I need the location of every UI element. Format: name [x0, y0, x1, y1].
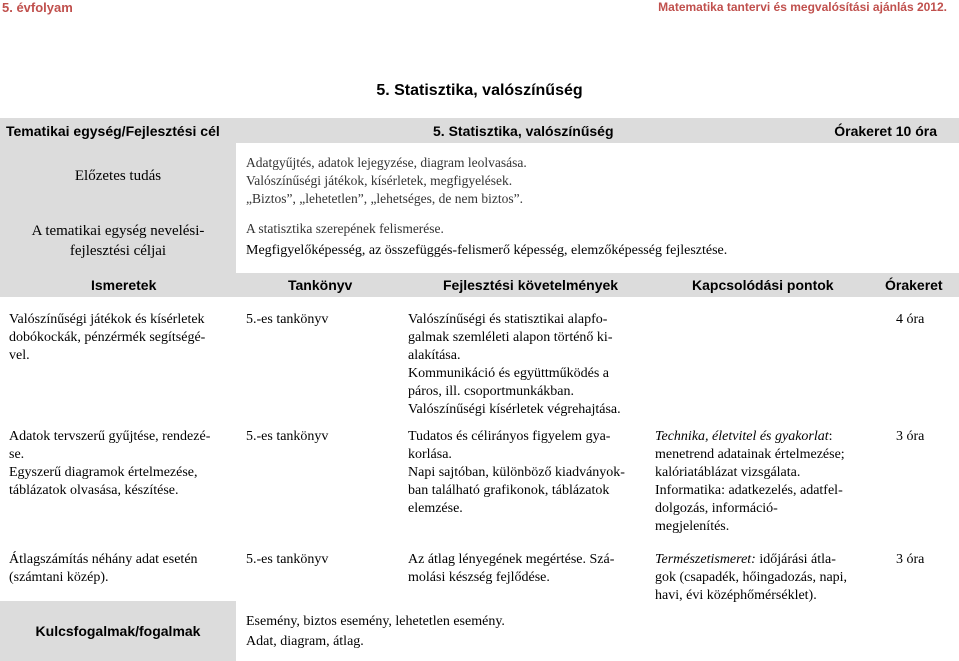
prior-line: „Biztos”, „lehetetlen”, „lehetséges, de nem biztos”. — [246, 191, 524, 206]
topic-row — [0, 118, 959, 143]
req-line: molási készség fejlődése. — [408, 570, 550, 585]
req-line: Valószínűségi és statisztikai alapfo- — [408, 312, 608, 327]
table-row — [9, 551, 198, 587]
row3-orakeret: 3 óra — [896, 552, 925, 567]
row2-tankonyv: 5.-es tankönyv — [246, 429, 329, 444]
col-kovetelmenyek: Fejlesztési követelmények — [443, 277, 619, 293]
header-grade: 5. évfolyam — [2, 0, 73, 15]
link-line: dolgozás, információ- — [655, 501, 778, 516]
req-line: alakítása. — [408, 348, 461, 363]
link-line: megjelenítés. — [655, 519, 730, 534]
prior-knowledge-text — [246, 154, 527, 208]
row1-orakeret: 4 óra — [896, 312, 925, 327]
key-concepts-label: Kulcsfogalmak/fogalmak — [0, 601, 236, 661]
link-line: gok (csapadék, hőingadozás, napi, — [655, 570, 848, 585]
page-header — [0, 0, 959, 16]
link-line: kalóriatáblázat vizsgálata. — [655, 465, 801, 480]
req-line: Az átlag lényegének megértése. Szá- — [408, 552, 615, 567]
row1-ismeretek: vel. — [9, 348, 30, 363]
row2-ismeretek: se. — [9, 447, 25, 462]
req-line: elemzése. — [408, 501, 463, 516]
req-line: galmak szemléleti alapon történő ki- — [408, 330, 613, 345]
row3-kapcsolodas — [655, 551, 847, 605]
topic-name: 5. Statisztika, valószínűség — [433, 123, 614, 139]
link-subject: Természetismeret: — [655, 552, 756, 567]
row2-ismeretek: táblázatok olvasása, készítése. — [9, 483, 179, 498]
topic-label: Tematikai egység/Fejlesztési cél — [6, 123, 220, 139]
prior-line: Valószínűségi játékok, kísérletek, megfigyelések. — [246, 173, 513, 188]
goals-text — [246, 218, 727, 262]
goals-label — [0, 209, 236, 273]
col-orakeret: Órakeret — [885, 277, 943, 293]
row3-ismeretek: Átlagszámítás néhány adat esetén — [9, 552, 198, 567]
req-line: Kommunikáció és együttműködés a — [408, 366, 610, 381]
req-line: Napi sajtóban, különböző kiadványok- — [408, 465, 625, 480]
col-ismeretek: Ismeretek — [91, 277, 157, 293]
row3-tankonyv: 5.-es tankönyv — [246, 552, 329, 567]
goal-line: A statisztika szerepének felismerése. — [246, 221, 444, 236]
row1-kovetelmenyek — [408, 311, 621, 419]
prior-knowledge-label: Előzetes tudás — [0, 143, 236, 209]
req-line: ban található grafikonok, táblázatok — [408, 483, 610, 498]
req-line: korlása. — [408, 447, 452, 462]
row2-ismeretek: Egyszerű diagramok értelmezése, — [9, 465, 198, 480]
link-line: Informatika: adatkezelés, adatfel- — [655, 483, 843, 498]
key-concepts-text — [246, 612, 505, 652]
table-header — [0, 273, 959, 297]
row1-ismeretek: dobókockák, pénzérmék segítségé- — [9, 330, 206, 345]
link-line: időjárási átla- — [755, 552, 836, 567]
req-line: páros, ill. csoportmunkákban. — [408, 384, 575, 399]
link-line: menetrend adatainak értelmezése; — [655, 447, 845, 462]
header-doc-title: Matematika tantervi és megvalósítási ajánlás 2012. — [658, 0, 947, 14]
key-line: Esemény, biztos esemény, lehetetlen esemény. — [246, 614, 505, 629]
row3-kovetelmenyek — [408, 551, 614, 587]
prior-line: Adatgyűjtés, adatok lejegyzése, diagram leolvasása. — [246, 155, 527, 170]
row2-kapcsolodas — [655, 428, 845, 536]
col-kapcsolodas: Kapcsolódási pontok — [692, 277, 834, 293]
key-line: Adat, diagram, átlag. — [246, 634, 364, 649]
col-tankonyv: Tankönyv — [288, 277, 353, 293]
row2-orakeret: 3 óra — [896, 429, 925, 444]
row2-kovetelmenyek — [408, 428, 625, 518]
link-subject: Technika, életvitel és gyakorlat — [655, 429, 829, 444]
req-line: Tudatos és célirányos figyelem gya- — [408, 429, 611, 444]
link-line: havi, évi középhőmérséklet). — [655, 588, 817, 603]
table-row — [9, 428, 210, 500]
link-line: : — [828, 429, 833, 444]
row2-ismeretek: Adatok tervszerű gyűjtése, rendezé- — [9, 429, 211, 444]
goal-line: Megfigyelőképesség, az összefüggés-felismerő képesség, elemzőképesség fejlesztése. — [246, 243, 728, 258]
goals-label-text: A tematikai egység nevelési-fejlesztési céljai — [31, 223, 205, 259]
row3-ismeretek: (számtani közép). — [9, 570, 109, 585]
table-row — [9, 311, 205, 365]
topic-hours: Órakeret 10 óra — [834, 123, 937, 139]
row1-ismeretek: Valószínűségi játékok és kísérletek — [9, 312, 205, 327]
row1-tankonyv: 5.-es tankönyv — [246, 312, 329, 327]
req-line: Valószínűségi kísérletek végrehajtása. — [408, 402, 621, 417]
section-title: 5. Statisztika, valószínűség — [376, 82, 583, 99]
